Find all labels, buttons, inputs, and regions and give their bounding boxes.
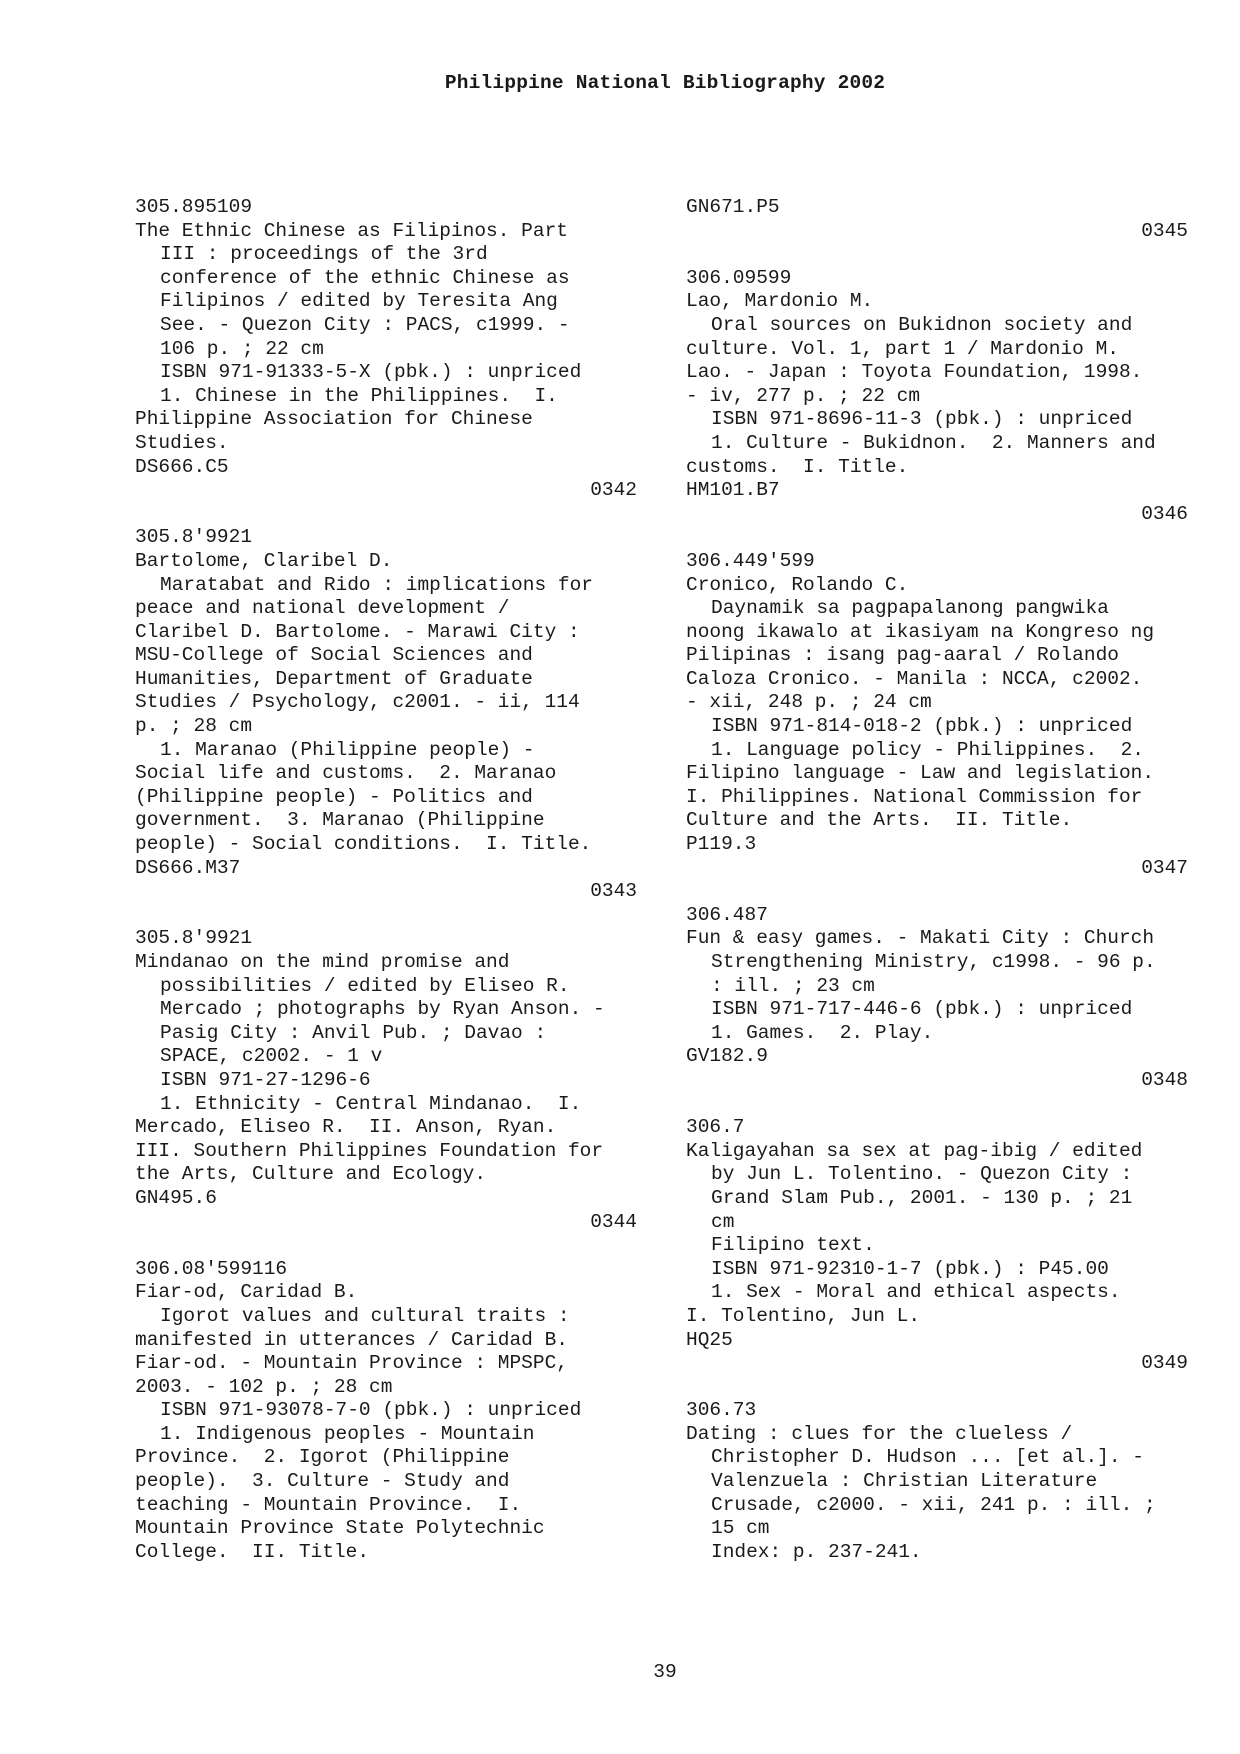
entry-line: 305.8'9921 bbox=[135, 927, 253, 950]
entry-line: Mindanao on the mind promise and bbox=[135, 951, 510, 973]
entry-line: 1. Maranao (Philippine people) - bbox=[160, 738, 535, 761]
entry-line: people). 3. Culture - Study and bbox=[135, 1470, 510, 1493]
entry-number: 0347 bbox=[1141, 856, 1188, 879]
entry-spacer bbox=[686, 243, 1188, 267]
entry-line: Lao. - Japan : Toyota Foundation, 1998. bbox=[686, 361, 1143, 384]
entry-line: 1. Games. 2. Play. bbox=[711, 1021, 934, 1044]
entry-line: noong ikawalo at ikasiyam na Kongreso ng bbox=[686, 620, 1155, 643]
entry-line: Philippine Association for Chinese bbox=[135, 408, 533, 431]
entry-line: Igorot values and cultural traits : bbox=[160, 1304, 570, 1327]
entry-spacer bbox=[135, 503, 637, 527]
bibliography-entry bbox=[686, 904, 1188, 1093]
entry-line: by Jun L. Tolentino. - Quezon City : bbox=[711, 1163, 1133, 1186]
entry-spacer bbox=[135, 1234, 637, 1258]
entry-line: manifested in utterances / Caridad B. bbox=[135, 1328, 568, 1351]
entry-line: Cronico, Rolando C. bbox=[686, 573, 909, 596]
entry-line: GV182.9 bbox=[686, 1045, 768, 1068]
entry-line: 306.73 bbox=[686, 1399, 757, 1422]
entry-line: Mountain Province State Polytechnic bbox=[135, 1517, 545, 1540]
entry-number: 0349 bbox=[1141, 1352, 1188, 1375]
page-header: Philippine National Bibliography 2002 bbox=[444, 72, 886, 94]
entry-line: 1. Indigenous peoples - Mountain bbox=[160, 1422, 535, 1445]
entry-line: Filipino language - Law and legislation. bbox=[686, 762, 1155, 785]
bibliography-entry bbox=[135, 927, 637, 1234]
right-column bbox=[686, 196, 1188, 1564]
entry-line: Filipino text. bbox=[711, 1234, 875, 1257]
entry-line: The Ethnic Chinese as Filipinos. Part bbox=[135, 219, 568, 242]
entry-number: 0348 bbox=[1141, 1068, 1188, 1091]
entry-line: 306.449'599 bbox=[686, 549, 815, 572]
entry-line: Lao, Mardonio M. bbox=[686, 290, 874, 313]
entry-line: 1. Ethnicity - Central Mindanao. I. bbox=[160, 1092, 582, 1115]
entry-line: ISBN 971-717-446-6 (pbk.) : unpriced bbox=[711, 998, 1133, 1021]
entry-line: HM101.B7 bbox=[686, 479, 780, 502]
entry-line: III. Southern Philippines Foundation for bbox=[135, 1139, 604, 1162]
entry-line: III : proceedings of the 3rd bbox=[160, 243, 488, 266]
entry-line: Filipinos / edited by Teresita Ang bbox=[160, 290, 558, 313]
entry-line: Maratabat and Rido : implications for bbox=[160, 573, 593, 596]
entry-line: Caloza Cronico. - Manila : NCCA, c2002. bbox=[686, 667, 1143, 690]
entry-line: ISBN 971-92310-1-7 (pbk.) : P45.00 bbox=[711, 1257, 1109, 1280]
entry-number: 0342 bbox=[590, 479, 637, 502]
bibliography-entry bbox=[135, 196, 637, 503]
bibliography-entry bbox=[686, 1399, 1188, 1564]
entry-spacer bbox=[686, 880, 1188, 904]
entry-line: DS666.C5 bbox=[135, 455, 229, 478]
entry-line: 1. Chinese in the Philippines. I. bbox=[160, 384, 558, 407]
left-column bbox=[135, 196, 637, 1564]
entry-line: See. - Quezon City : PACS, c1999. - bbox=[160, 313, 570, 336]
entry-line: 1. Sex - Moral and ethical aspects. bbox=[711, 1281, 1121, 1304]
entry-number: 0346 bbox=[1141, 502, 1188, 525]
entry-line: 306.09599 bbox=[686, 266, 792, 289]
entry-line: Crusade, c2000. - xii, 241 p. : ill. ; bbox=[711, 1493, 1156, 1516]
entry-line: I. Tolentino, Jun L. bbox=[686, 1304, 921, 1327]
entry-line: 305.8'9921 bbox=[135, 526, 253, 549]
entry-line: possibilities / edited by Eliseo R. bbox=[160, 974, 570, 997]
entry-line: Claribel D. Bartolome. - Marawi City : bbox=[135, 620, 580, 643]
entry-line: Mercado, Eliseo R. II. Anson, Ryan. bbox=[135, 1116, 557, 1139]
entry-line: MSU-College of Social Sciences and bbox=[135, 644, 533, 667]
entry-line: Social life and customs. 2. Maranao bbox=[135, 762, 557, 785]
entry-line: people) - Social conditions. I. Title. bbox=[135, 833, 592, 856]
entry-line: Strengthening Ministry, c1998. - 96 p. bbox=[711, 951, 1156, 973]
entry-line: government. 3. Maranao (Philippine bbox=[135, 809, 545, 832]
entry-line: SPACE, c2002. - 1 v bbox=[160, 1045, 383, 1068]
entry-line: 15 cm bbox=[711, 1517, 770, 1540]
entry-line: Oral sources on Bukidnon society and bbox=[711, 313, 1133, 336]
entry-line: 306.487 bbox=[686, 903, 768, 926]
entry-line: Valenzuela : Christian Literature bbox=[711, 1470, 1098, 1493]
entry-spacer bbox=[135, 904, 637, 928]
entry-line: 306.08'599116 bbox=[135, 1257, 288, 1280]
entry-line: 106 p. ; 22 cm bbox=[160, 337, 324, 360]
entry-line: (Philippine people) - Politics and bbox=[135, 785, 533, 808]
entry-line: 305.895109 bbox=[135, 196, 253, 218]
bibliography-entry bbox=[135, 1258, 637, 1565]
entry-line: I. Philippines. National Commission for bbox=[686, 785, 1143, 808]
page-number: 39 bbox=[653, 1661, 677, 1683]
entry-line: DS666.M37 bbox=[135, 856, 241, 879]
bibliography-entry bbox=[135, 526, 637, 904]
entry-line: the Arts, Culture and Ecology. bbox=[135, 1163, 487, 1186]
entry-line: ISBN 971-8696-11-3 (pbk.) : unpriced bbox=[711, 408, 1133, 431]
entry-number: 0345 bbox=[1141, 219, 1188, 242]
entry-line: : ill. ; 23 cm bbox=[711, 974, 875, 997]
entry-line: ISBN 971-93078-7-0 (pbk.) : unpriced bbox=[160, 1399, 582, 1422]
entry-number: 0344 bbox=[590, 1210, 637, 1233]
entry-line: conference of the ethnic Chinese as bbox=[160, 266, 570, 289]
entry-line: Fun & easy games. - Makati City : Church bbox=[686, 927, 1155, 950]
entry-line: p. ; 28 cm bbox=[135, 715, 253, 738]
entry-line: cm bbox=[711, 1210, 735, 1233]
entry-line: ISBN 971-27-1296-6 bbox=[160, 1068, 371, 1091]
entry-line: Culture and the Arts. II. Title. bbox=[686, 809, 1073, 832]
entry-line: ISBN 971-91333-5-X (pbk.) : unpriced bbox=[160, 361, 582, 384]
entry-line: Province. 2. Igorot (Philippine bbox=[135, 1446, 510, 1469]
entry-line: Mercado ; photographs by Ryan Anson. - bbox=[160, 998, 605, 1021]
entry-line: Bartolome, Claribel D. bbox=[135, 549, 393, 572]
entry-line: Christopher D. Hudson ... [et al.]. - bbox=[711, 1446, 1144, 1469]
entry-line: Dating : clues for the clueless / bbox=[686, 1422, 1073, 1445]
entry-line: GN495.6 bbox=[135, 1186, 217, 1209]
entry-line: Daynamik sa pagpapalanong pangwika bbox=[711, 597, 1109, 620]
entry-line: Studies. bbox=[135, 431, 229, 454]
entry-line: HQ25 bbox=[686, 1328, 733, 1351]
entry-line: 1. Culture - Bukidnon. 2. Manners and bbox=[711, 431, 1156, 454]
entry-line: Pilipinas : isang pag-aaral / Rolando bbox=[686, 644, 1119, 667]
entry-line: Index: p. 237-241. bbox=[711, 1540, 922, 1563]
entry-line: College. II. Title. bbox=[135, 1540, 370, 1563]
entry-line: Humanities, Department of Graduate bbox=[135, 667, 533, 690]
entry-line: 306.7 bbox=[686, 1116, 745, 1139]
entry-line: P119.3 bbox=[686, 833, 757, 856]
entry-line: 1. Language policy - Philippines. 2. bbox=[711, 738, 1144, 761]
entry-spacer bbox=[686, 526, 1188, 550]
entry-line: 2003. - 102 p. ; 28 cm bbox=[135, 1375, 393, 1398]
entry-line: Kaligayahan sa sex at pag-ibig / edited bbox=[686, 1139, 1143, 1162]
entry-line: culture. Vol. 1, part 1 / Mardonio M. bbox=[686, 337, 1119, 360]
entry-line: - xii, 248 p. ; 24 cm bbox=[686, 691, 932, 714]
bibliography-entry bbox=[686, 196, 1188, 243]
bibliography-entry bbox=[686, 550, 1188, 880]
entry-line: peace and national development / bbox=[135, 597, 510, 620]
entry-line: ISBN 971-814-018-2 (pbk.) : unpriced bbox=[711, 715, 1133, 738]
entry-line: GN671.P5 bbox=[686, 196, 780, 218]
entry-spacer bbox=[686, 1093, 1188, 1117]
entry-line: Pasig City : Anvil Pub. ; Davao : bbox=[160, 1021, 547, 1044]
entry-number: 0343 bbox=[590, 880, 637, 903]
entry-line: Fiar-od. - Mountain Province : MPSPC, bbox=[135, 1352, 568, 1375]
entry-line: Fiar-od, Caridad B. bbox=[135, 1281, 358, 1304]
entry-line: - iv, 277 p. ; 22 cm bbox=[686, 384, 921, 407]
entry-line: customs. I. Title. bbox=[686, 455, 909, 478]
entry-line: teaching - Mountain Province. I. bbox=[135, 1493, 522, 1516]
entry-line: Studies / Psychology, c2001. - ii, 114 bbox=[135, 691, 580, 714]
entry-spacer bbox=[686, 1376, 1188, 1400]
bibliography-entry bbox=[686, 1116, 1188, 1376]
entry-line: Grand Slam Pub., 2001. - 130 p. ; 21 bbox=[711, 1186, 1133, 1209]
bibliography-entry bbox=[686, 267, 1188, 527]
